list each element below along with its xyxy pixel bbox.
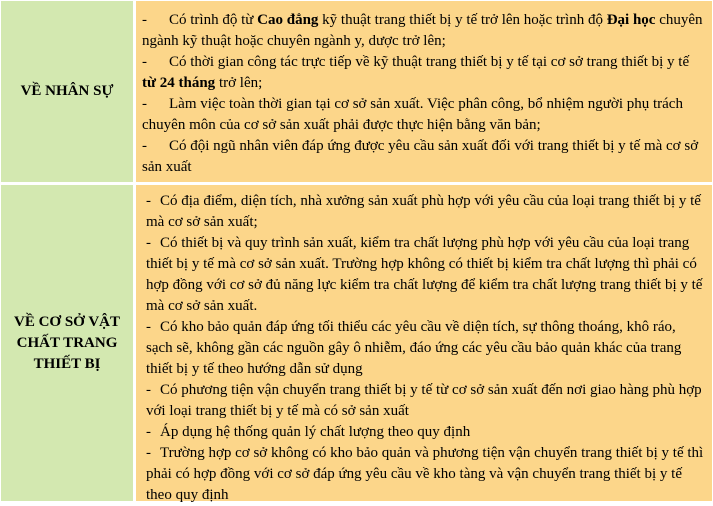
list-item [142,136,706,178]
bullet-dash: - [142,96,147,112]
emphasis-text: Đại học [606,12,656,28]
item-text: trở lên; [215,75,263,91]
item-text: Có kho bảo quản đáp ứng tối thiểu các yêu cầu về diện tích, sự thông thoáng, khô ráo, sạch sẽ, không gần các nguồn gây ô nhiễm, đáo ứng các yêu cầu bảo quản khác của trang thiết bị y tế theo hướng dẫn sử dụng [146,319,682,377]
bullet-dash: - [146,235,151,251]
item-text: Có thời gian công tác trực tiếp về kỹ thuật trang thiết bị y tế tại cơ sở trang thiết bị y tế [169,54,690,70]
item-text: kỹ thuật trang thiết bị y tế trở lên hoặc trình độ [318,12,607,28]
table-row-personnel [0,0,713,183]
list-item [142,94,706,136]
bullet-dash: - [142,54,147,70]
item-text: Áp dụng hệ thống quản lý chất lượng theo quy định [160,424,471,440]
emphasis-text: Cao đẳng [257,12,319,28]
row-heading-text: VỀ NHÂN SỰ [20,83,114,99]
item-text: Có thiết bị và quy trình sản xuất, kiểm tra chất lượng phù hợp với yêu cầu của loại trang thiết bị y tế mà cơ sở sản xuất. Trường hợp không có thiết bị kiểm tra chất lượng thì phải có hợp đồng với cơ sở đủ năng lực kiểm tra chất lượng để kiểm tra chất lượng trang thiết bị y tế mà cơ sở sản xuất. [146,235,703,314]
bullet-dash: - [142,138,147,154]
emphasis-text: từ 24 tháng [142,75,216,91]
bullet-dash: - [146,445,151,461]
row-content [134,183,713,502]
bullet-dash: - [146,382,151,398]
row-heading [0,0,134,183]
item-text: chuyên ngành kỹ thuật hoặc chuyên ngành y, dược trở lên; [142,12,703,49]
row-content [134,0,713,183]
item-text: Có phương tiện vận chuyển trang thiết bị y tế từ cơ sở sản xuất đến nơi giao hàng phù hợp với loại trang thiết bị y tế mà có sở sản xuất [146,382,702,419]
list-item [146,422,706,443]
list-item [146,317,706,380]
list-item [146,233,706,317]
table-row-facilities [0,183,713,502]
item-text: Có địa điểm, diện tích, nhà xưởng sản xuất phù hợp với yêu cầu của loại trang thiết bị y tế mà cơ sở sản xuất; [146,193,701,230]
item-text: Có đội ngũ nhân viên đáp ứng được yêu cầu sản xuất đối với trang thiết bị y tế mà cơ sở sản xuất [142,138,699,175]
list-item [146,380,706,422]
list-item [142,10,706,52]
item-text: Trường hợp cơ sở không có kho bảo quản và phương tiện vận chuyển trang thiết bị y tế thì phải có hợp đồng với cơ sở đáp ứng yêu cầu về kho tàng và vận chuyển trang thiết bị y tế theo quy định [146,445,704,503]
list-item [142,52,706,94]
list-item [146,443,706,506]
list-item [146,191,706,233]
bullet-dash: - [146,319,151,335]
item-text: Có trình độ từ [169,12,258,28]
item-text: Làm việc toàn thời gian tại cơ sở sản xuất. Việc phân công, bổ nhiệm người phụ trách chuyên môn của cơ sở sản xuất phải được thực hiện bằng văn bản; [142,96,683,133]
bullet-dash: - [142,12,147,28]
row-heading-text: VỀ CƠ SỞ VẬT CHẤT TRANG THIẾT BỊ [14,313,120,372]
bullet-dash: - [146,424,151,440]
bullet-dash: - [146,193,151,209]
row-heading [0,183,134,502]
